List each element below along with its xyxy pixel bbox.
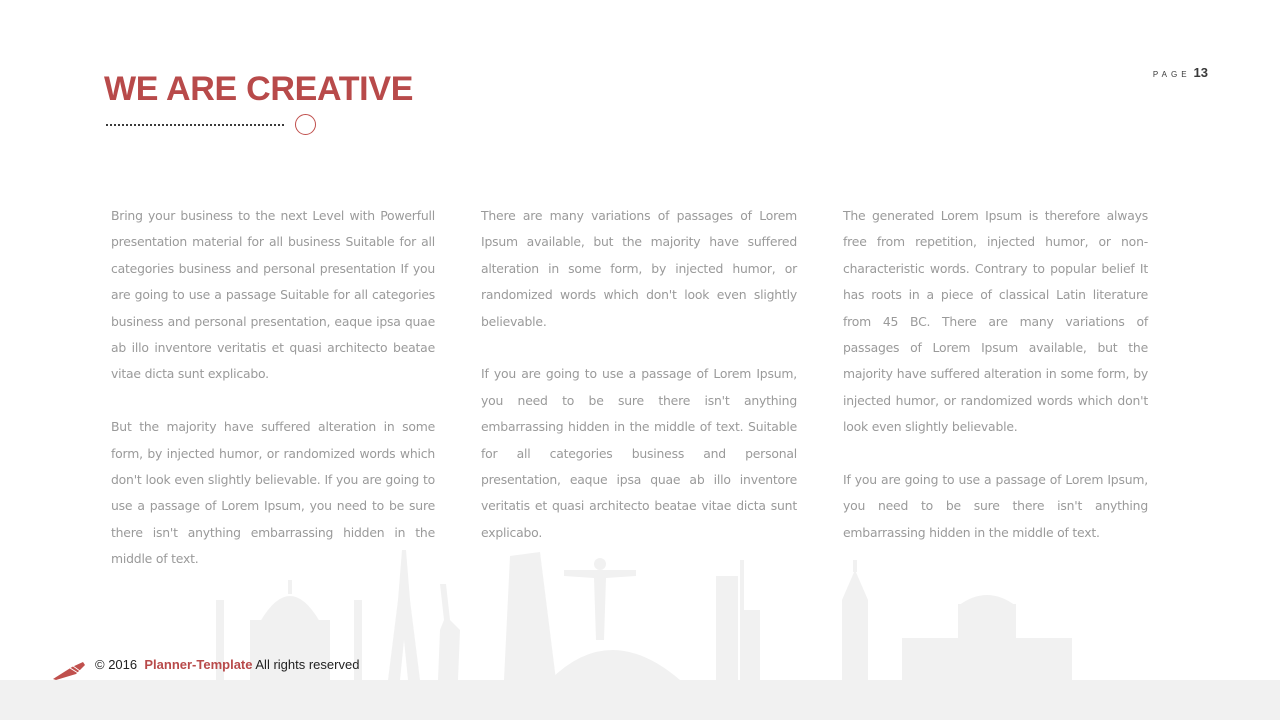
title-underline-dotted xyxy=(106,124,284,126)
paragraph: But the majority have suffered alteration in some form, by injected humor, or randomized words which don't look even slightly believable. If you are going to use a passage of Lorem Ipsum, you need to be sure there isn't anything embarrassing hidden in the middle of text. xyxy=(111,419,435,567)
fountain-pen-icon xyxy=(52,659,86,681)
copyright-text: © 2016 xyxy=(95,657,138,672)
rights-text: All rights reserved xyxy=(255,657,360,672)
paragraph: The generated Lorem Ipsum is therefore always free from repetition, injected humor, or non-characteristic words. Contrary to popular belief It has roots in a piece of classical Latin literature from 45 BC. There are many variations of passages of Lorem Ipsum available, but the majority have suffered alteration in some form, by injected humor, or randomized words which don't look even slightly believable. xyxy=(843,208,1148,435)
paragraph: There are many variations of passages of Lorem Ipsum available, but the majority have suffered alteration in some form, by injected humor, or randomized words which don't look even slightly believable. xyxy=(481,208,797,329)
text-column-2 xyxy=(481,203,797,573)
paragraph: If you are going to use a passage of Lorem Ipsum, you need to be sure there isn't anything embarrassing hidden in the middle of text. xyxy=(843,472,1148,540)
page-label: PAGE xyxy=(1152,70,1191,79)
paragraph: Bring your business to the next Level with Powerfull presentation material for all business Suitable for all categories business and personal presentation If you are going to use a passage Suitable for all categories business and personal presentation, eaque ipsa quae ab illo inventore veritatis et quasi architecto beatae vitae dicta sunt explicabo. xyxy=(111,208,435,382)
title-circle-ornament xyxy=(295,114,316,135)
page-number xyxy=(1153,64,1208,82)
brand-name: Planner-Template xyxy=(144,657,253,672)
text-column-1 xyxy=(111,203,435,599)
page-title: WE ARE CREATIVE xyxy=(104,70,414,108)
footer-copyright xyxy=(95,657,359,672)
paragraph: If you are going to use a passage of Lorem Ipsum, you need to be sure there isn't anything embarrassing hidden in the middle of text. Suitable for all categories business and personal presentation, eaque ipsa quae ab illo inventore veritatis et quasi architecto beatae vitae dicta sunt explicabo. xyxy=(481,366,797,540)
page-number-value: 13 xyxy=(1193,65,1208,80)
text-column-3 xyxy=(843,203,1148,573)
